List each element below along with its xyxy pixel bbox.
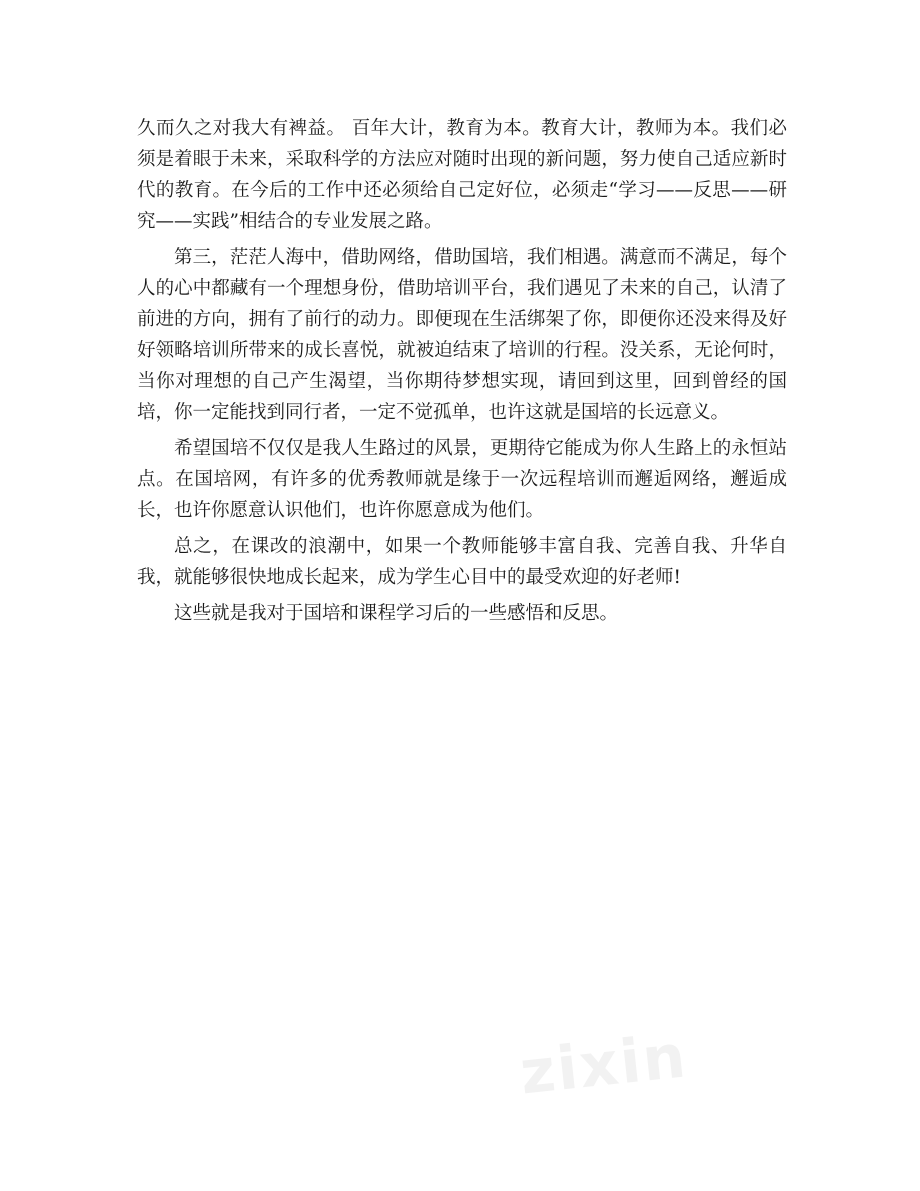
paragraph-closing: 这些就是我对于国培和课程学习后的一些感悟和反思。 [174,603,619,624]
watermark: zixin [516,1021,691,1109]
document-body [137,113,787,634]
paragraph-summary: 总之，在课改的浪潮中，如果一个教师能够丰富自我、完善自我、升华自我，就能够很快地成长起来，成为学生心目中的最受欢迎的好老师! [137,536,787,588]
paragraph-continued: 久而久之对我大有裨益。 百年大计，教育为本。教育大计，教师为本。我们必须是着眼于未来，采取科学的方法应对随时出现的新问题，努力使自己适应新时代的教育。在今后的工作中还必须给自己定好位，必须走“学习——反思——研究——实践”相结合的专业发展之路。 [137,118,787,232]
paragraph-hope: 希望国培不仅仅是我人生路过的风景，更期待它能成为你人生路上的永恒站点。在国培网，有许多的优秀教师就是缘于一次远程培训而邂逅网络，邂逅成长，也许你愿意认识他们，也许你愿意成为他们。 [137,438,787,521]
paragraph-third-point: 第三，茫茫人海中，借助网络，借助国培，我们相遇。满意而不满足，每个人的心中都藏有一个理想身份，借助培训平台，我们遇见了未来的自己，认清了前进的方向，拥有了前行的动力。即便现在生活绑架了你，即便你还没来得及好好领略培训所带来的成长喜悦，就被迫结束了培训的行程。没关系，无论何时，当你对理想的自己产生渴望，当你期待梦想实现，请回到这里，回到曾经的国培，你一定能找到同行者，一定不觉孤单，也许这就是国培的长远意义。 [137,247,787,423]
